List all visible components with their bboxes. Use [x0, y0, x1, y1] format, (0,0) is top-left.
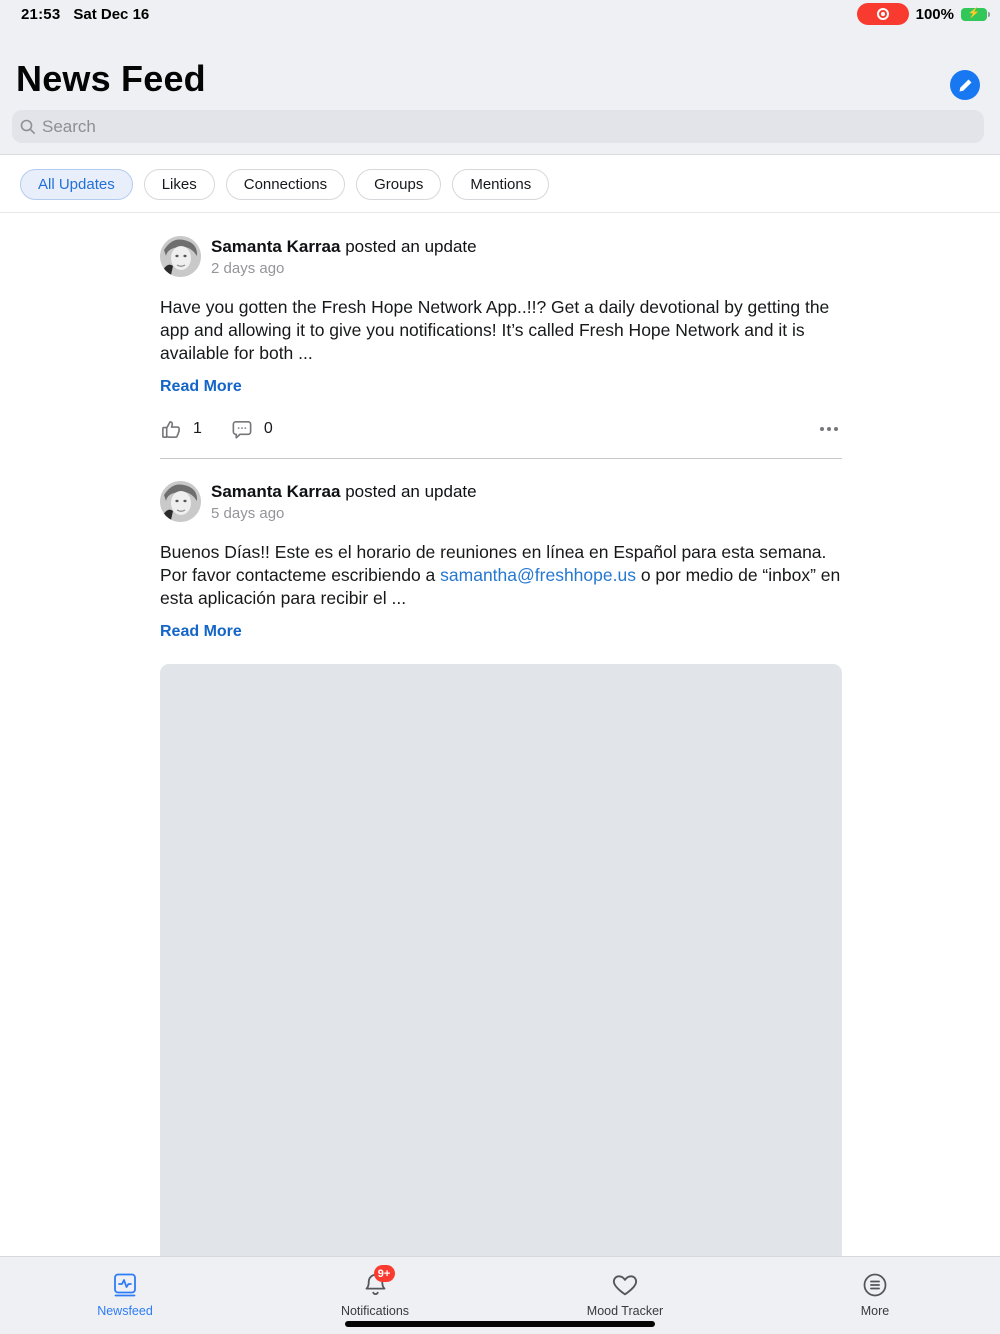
search-bar[interactable] — [12, 110, 984, 143]
filter-connections[interactable]: Connections — [226, 169, 345, 200]
filter-mentions[interactable]: Mentions — [452, 169, 549, 200]
search-icon — [20, 119, 36, 135]
compose-button[interactable] — [950, 70, 980, 100]
battery-percent: 100% — [915, 5, 954, 23]
author-name[interactable]: Samanta Karraa — [211, 481, 341, 501]
like-count: 1 — [193, 420, 202, 437]
status-bar — [0, 0, 1000, 28]
post-timestamp: 5 days ago — [211, 504, 285, 522]
status-date: Sat Dec 16 — [73, 5, 150, 23]
header — [0, 0, 1000, 155]
read-more-link[interactable]: Read More — [160, 378, 242, 395]
read-more-link[interactable]: Read More — [160, 623, 242, 640]
tab-label: Mood Tracker — [586, 1304, 664, 1318]
battery-icon: ⚡ — [961, 8, 990, 21]
tab-newsfeed[interactable] — [0, 1257, 250, 1334]
search-input[interactable] — [42, 117, 942, 137]
more-icon — [861, 1271, 889, 1299]
post-body: Have you gotten the Fresh Hope Network App..!!? Get a daily devotional by getting the app and allowing it to give you notifications! It’s called Fresh Hope Network and it is available for both ... — [160, 297, 830, 363]
filter-bar — [0, 156, 1000, 213]
tab-label: Newsfeed — [97, 1304, 153, 1318]
post-body: Buenos Días!! Este es el horario de reuniones en línea en Español para esta semana. Por favor contacteme escribiendo a samantha@freshhope.us o por medio de “inbox” en esta aplicación para recibir el ... — [160, 542, 841, 608]
post-title: Samanta Karraa posted an update — [211, 236, 477, 256]
email-link[interactable]: samantha@freshhope.us — [440, 565, 636, 585]
notification-badge: 9+ — [374, 1265, 395, 1282]
tab-label: More — [860, 1304, 890, 1318]
filter-all-updates[interactable]: All Updates — [20, 169, 133, 200]
comment-count: 0 — [263, 420, 273, 437]
home-indicator[interactable] — [345, 1321, 655, 1327]
post-image-placeholder[interactable] — [160, 664, 842, 1301]
news-feed — [160, 213, 842, 1301]
avatar[interactable] — [160, 236, 201, 277]
pencil-icon — [958, 78, 973, 93]
status-time: 21:53 — [21, 5, 61, 23]
newsfeed-icon — [111, 1271, 139, 1299]
filter-likes[interactable]: Likes — [144, 169, 215, 200]
avatar[interactable] — [160, 481, 201, 522]
tab-label: Notifications — [340, 1304, 410, 1318]
record-icon — [877, 8, 889, 20]
post — [160, 213, 842, 459]
tab-more[interactable] — [750, 1257, 1000, 1334]
post-title: Samanta Karraa posted an update — [211, 481, 477, 501]
screen-recording-indicator[interactable] — [857, 3, 909, 25]
avatar-image — [160, 236, 201, 277]
post-actions — [160, 400, 842, 458]
filter-groups[interactable]: Groups — [356, 169, 441, 200]
post-timestamp: 2 days ago — [211, 259, 285, 277]
heart-icon — [611, 1271, 639, 1299]
comment-icon — [230, 418, 254, 441]
thumbs-up-icon — [160, 418, 183, 441]
like-button[interactable] — [160, 418, 202, 441]
avatar-image — [160, 481, 201, 522]
author-name[interactable]: Samanta Karraa — [211, 236, 341, 256]
comment-button[interactable] — [230, 418, 273, 441]
page-title: News Feed — [16, 58, 206, 99]
post-options-button[interactable] — [820, 427, 838, 431]
post — [160, 459, 842, 1301]
